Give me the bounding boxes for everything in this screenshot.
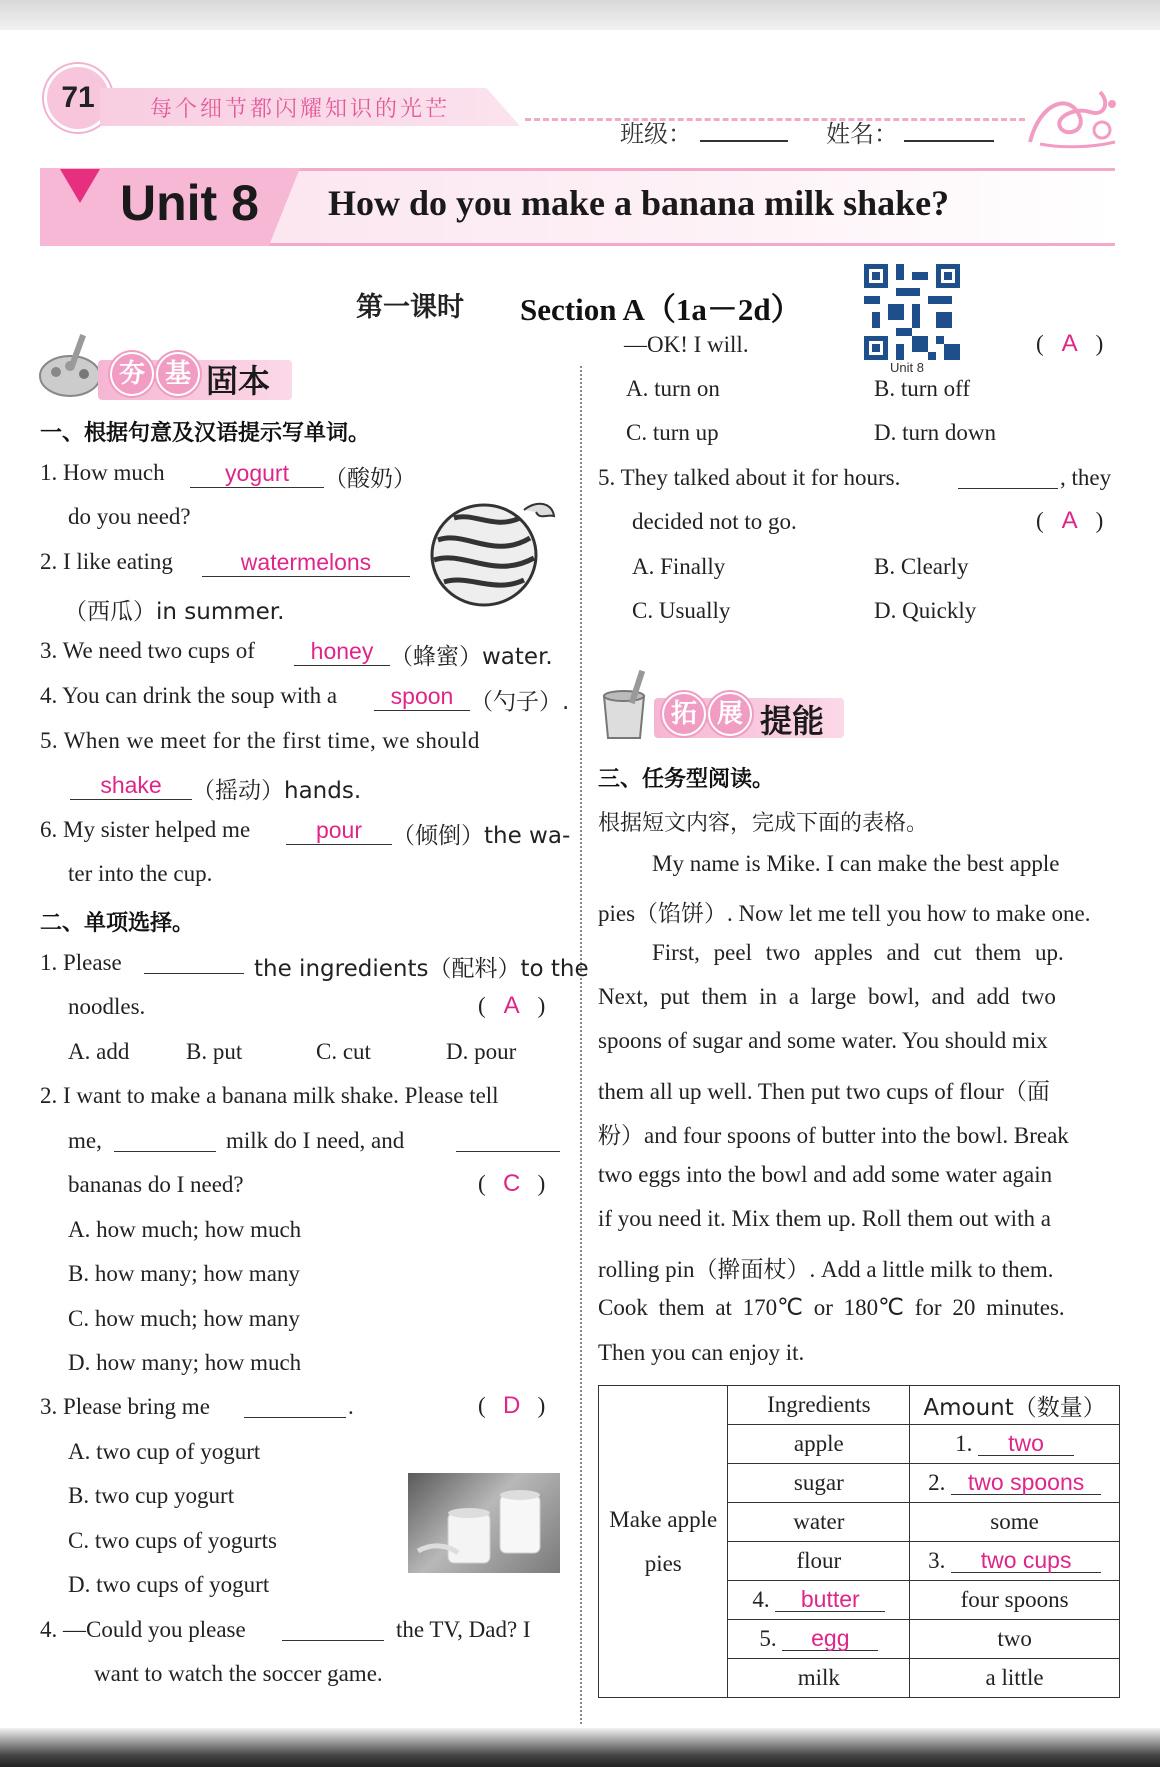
part1-heading: 一、根据句意及汉语提示写单词。 (40, 421, 371, 446)
p2-q2-text-b: milk do I need, and (226, 1128, 405, 1153)
passage-line-8: two eggs into the bowl and add some water again (598, 1162, 1053, 1187)
p2-q1-text-a: 1. Please (40, 950, 122, 975)
amount-cell (910, 1425, 1120, 1464)
amount-no: 2. (928, 1470, 946, 1495)
p2-q1-line2: noodles. (68, 994, 146, 1019)
amount-cell: four spoons (910, 1581, 1120, 1620)
amount-answer[interactable]: two spoons (951, 1470, 1101, 1495)
name-label: 姓名： (826, 120, 898, 148)
ingredient-no: 5. (759, 1626, 777, 1651)
p2-q4-answer[interactable]: ( A ) (1036, 330, 1104, 357)
p2-q4-blank[interactable] (282, 1617, 384, 1641)
watermelon-icon (424, 490, 564, 610)
p1-q2-answer[interactable]: watermelons (202, 549, 410, 577)
p1-q5-hint: （摇动）hands. (192, 778, 362, 804)
p2-q3-blank[interactable] (244, 1394, 346, 1418)
p2-q4-option-d[interactable]: D. turn down (874, 420, 997, 445)
row-label-line-1: Make apple (609, 1506, 718, 1532)
p2-q5-text-b: , they (1060, 465, 1112, 490)
ingredient-cell: sugar (728, 1464, 910, 1503)
p2-q4-line2: want to watch the soccer game. (94, 1661, 383, 1686)
p2-q3-answer[interactable]: ( D ) (478, 1392, 546, 1419)
passage-line-11: Cook them at 170℃ or 180℃ for 20 minutes. (598, 1295, 1065, 1320)
amount-answer[interactable]: two cups (951, 1548, 1101, 1573)
passage-line-3: First, peel two apples and cut them up. (652, 940, 1064, 965)
p2-q2-option-b[interactable]: B. how many; how many (68, 1261, 300, 1286)
worksheet-page (0, 30, 1160, 1728)
header-dashed-line (525, 118, 1025, 121)
p1-q6-hint: （倾倒）the wa- (392, 823, 571, 849)
amount-cell: two (910, 1620, 1120, 1659)
amount-cell (910, 1464, 1120, 1503)
p2-q3-text: 3. Please bring me (40, 1394, 210, 1419)
p2-q5-option-c[interactable]: C. Usually (632, 598, 731, 623)
top-frame (0, 0, 1160, 30)
ingredient-cell: water (728, 1503, 910, 1542)
amount-no: 1. (955, 1431, 973, 1456)
ingredient-cell: apple (728, 1425, 910, 1464)
amount-answer[interactable]: two (978, 1431, 1074, 1456)
passage-line-1: My name is Mike. I can make the best apple (652, 851, 1060, 876)
p1-q5-text: 5. When we meet for the first time, we should (40, 728, 480, 753)
p2-q2-blank-1[interactable] (114, 1128, 216, 1152)
ingredient-cell: flour (728, 1542, 910, 1581)
unit-question: How do you make a banana milk shake? (328, 183, 950, 223)
p2-q1-answer[interactable]: ( A ) (478, 992, 546, 1019)
p2-q2-option-d[interactable]: D. how many; how much (68, 1350, 302, 1375)
p2-q1-option-a[interactable]: A. add (68, 1039, 130, 1064)
palette-icon (38, 330, 104, 400)
floral-decoration-icon (1020, 82, 1120, 152)
amount-cell: a little (910, 1659, 1120, 1698)
p1-q6-answer[interactable]: pour (286, 817, 392, 845)
p1-q6-line2: ter into the cup. (68, 861, 213, 886)
qr-code-icon[interactable] (864, 264, 960, 360)
page-number: 71 (44, 64, 112, 132)
extend-badge-text: 提能 (760, 702, 825, 740)
row-label-line-2: pies (644, 1550, 682, 1576)
passage-line-5: spoons of sugar and some water. You should mix (598, 1028, 1048, 1053)
p1-q6-text: 6. My sister helped me (40, 817, 251, 842)
bottom-frame (0, 1728, 1160, 1767)
basic-badge-text: 固本 (206, 362, 271, 400)
passage-line-2: pies（馅饼）. Now let me tell you how to make one. (598, 901, 1091, 926)
p2-q3-option-b[interactable]: B. two cup yogurt (68, 1483, 235, 1508)
extend-badge-char-1: 拓 (662, 692, 706, 736)
p2-q5-blank[interactable] (958, 465, 1058, 489)
part3-instruction: 根据短文内容，完成下面的表格。 (598, 811, 929, 836)
p1-q3-answer[interactable]: honey (294, 638, 390, 666)
p2-q3-option-a[interactable]: A. two cup of yogurt (68, 1439, 261, 1464)
p2-q2-option-a[interactable]: A. how much; how much (68, 1217, 302, 1242)
column-divider (580, 366, 582, 1724)
ingredients-table (598, 1385, 1120, 1698)
section-title: Section A（1a－2d） (520, 292, 802, 327)
p2-q1-option-c[interactable]: C. cut (316, 1039, 371, 1064)
basic-badge-char-2: 基 (156, 352, 200, 396)
ingredient-cell (728, 1620, 910, 1659)
p1-q1-line2: do you need? (68, 504, 191, 529)
slogan: 每个细节都闪耀知识的光芒 (150, 97, 451, 122)
p1-q1-text: 1. How much (40, 460, 165, 485)
p2-q2-line3: bananas do I need? (68, 1172, 244, 1197)
header-ingredients: Ingredients (728, 1386, 910, 1425)
paint-bucket-icon (598, 670, 656, 742)
passage-line-6: them all up well. Then put two cups of flour（面 (598, 1079, 1050, 1104)
table-row (599, 1386, 1120, 1425)
p2-q1-blank[interactable] (144, 950, 244, 974)
p2-q4-line3: —OK! I will. (624, 332, 749, 357)
passage-line-10: rolling pin（擀面杖）. Add a little milk to them. (598, 1257, 1054, 1282)
p2-q2-answer[interactable]: ( C ) (478, 1170, 546, 1197)
p1-q1-hint: （酸奶） (324, 466, 416, 492)
unit-title: Unit 8 (120, 175, 259, 231)
p2-q1-option-d[interactable]: D. pour (446, 1039, 517, 1064)
qr-label: Unit 8 (890, 360, 924, 375)
p2-q1-option-b[interactable]: B. put (186, 1039, 243, 1064)
yogurt-photo (408, 1473, 560, 1573)
p2-q5-text-a: 5. They talked about it for hours. (598, 465, 901, 490)
ingredient-answer[interactable]: egg (782, 1626, 878, 1651)
p1-q1-answer[interactable]: yogurt (190, 460, 324, 488)
p2-q2-blank-2[interactable] (456, 1128, 560, 1152)
ingredient-no: 4. (752, 1587, 770, 1612)
p2-q4-option-a[interactable]: A. turn on (626, 376, 720, 401)
p1-q4-text: 4. You can drink the soup with a (40, 683, 338, 708)
amount-no: 3. (928, 1548, 946, 1573)
extend-badge-char-2: 展 (708, 692, 752, 736)
p1-q4-hint: （勺子）. (470, 689, 570, 715)
p2-q5-option-a[interactable]: A. Finally (632, 554, 726, 579)
unit-triangle-icon (60, 169, 100, 203)
part3-heading: 三、任务型阅读。 (598, 767, 775, 792)
yogurt-jars-icon (408, 1473, 560, 1573)
p2-q3-option-c[interactable]: C. two cups of yogurts (68, 1528, 277, 1553)
lesson-label: 第一课时 (356, 292, 464, 323)
p1-q3-text: 3. We need two cups of (40, 638, 255, 663)
p1-q5-answer[interactable]: shake (70, 772, 192, 800)
passage-line-9: if you need it. Mix them up. Roll them out with a (598, 1206, 1051, 1231)
class-field[interactable] (700, 140, 788, 142)
passage-line-12: Then you can enjoy it. (598, 1340, 805, 1365)
p2-q4-text-a: 4. —Could you please (40, 1617, 246, 1642)
name-field[interactable] (904, 140, 994, 142)
passage-line-7: 粉）and four spoons of butter into the bowl. Break (598, 1123, 1069, 1148)
p1-q3-hint: （蜂蜜）water. (390, 644, 553, 670)
p1-q4-answer[interactable]: spoon (374, 683, 470, 711)
part2-heading: 二、单项选择。 (40, 911, 195, 936)
p2-q1-text-b: the ingredients（配料）to the (254, 956, 589, 982)
basic-badge-char-1: 夯 (110, 352, 154, 396)
ingredient-answer[interactable]: butter (775, 1587, 885, 1612)
p2-q4-option-b[interactable]: B. turn off (874, 376, 971, 401)
header-amount: Amount（数量） (910, 1386, 1120, 1425)
amount-cell: some (910, 1503, 1120, 1542)
p1-q2-line2: （西瓜）in summer. (64, 599, 285, 625)
amount-cell (910, 1542, 1120, 1581)
p1-q2-text: 2. I like eating (40, 549, 173, 574)
ingredient-cell (728, 1581, 910, 1620)
p2-q3-option-d[interactable]: D. two cups of yogurt (68, 1572, 270, 1597)
p2-q5-answer[interactable]: ( A ) (1036, 507, 1104, 534)
p2-q4-option-c[interactable]: C. turn up (626, 420, 719, 445)
p2-q2-text-a: me, (68, 1128, 102, 1153)
table-row-label (599, 1386, 728, 1698)
p2-q3-end: . (348, 1394, 354, 1419)
passage-line-4: Next, put them in a large bowl, and add two (598, 984, 1056, 1009)
p2-q2-line1: 2. I want to make a banana milk shake. Please tell (40, 1083, 499, 1108)
p2-q4-text-b: the TV, Dad? I (396, 1617, 531, 1642)
class-label: 班级： (620, 120, 692, 148)
p2-q2-option-c[interactable]: C. how much; how many (68, 1306, 300, 1331)
p2-q5-line2: decided not to go. (632, 509, 797, 534)
p2-q5-option-d[interactable]: D. Quickly (874, 598, 977, 623)
p2-q5-option-b[interactable]: B. Clearly (874, 554, 969, 579)
ingredient-cell: milk (728, 1659, 910, 1698)
